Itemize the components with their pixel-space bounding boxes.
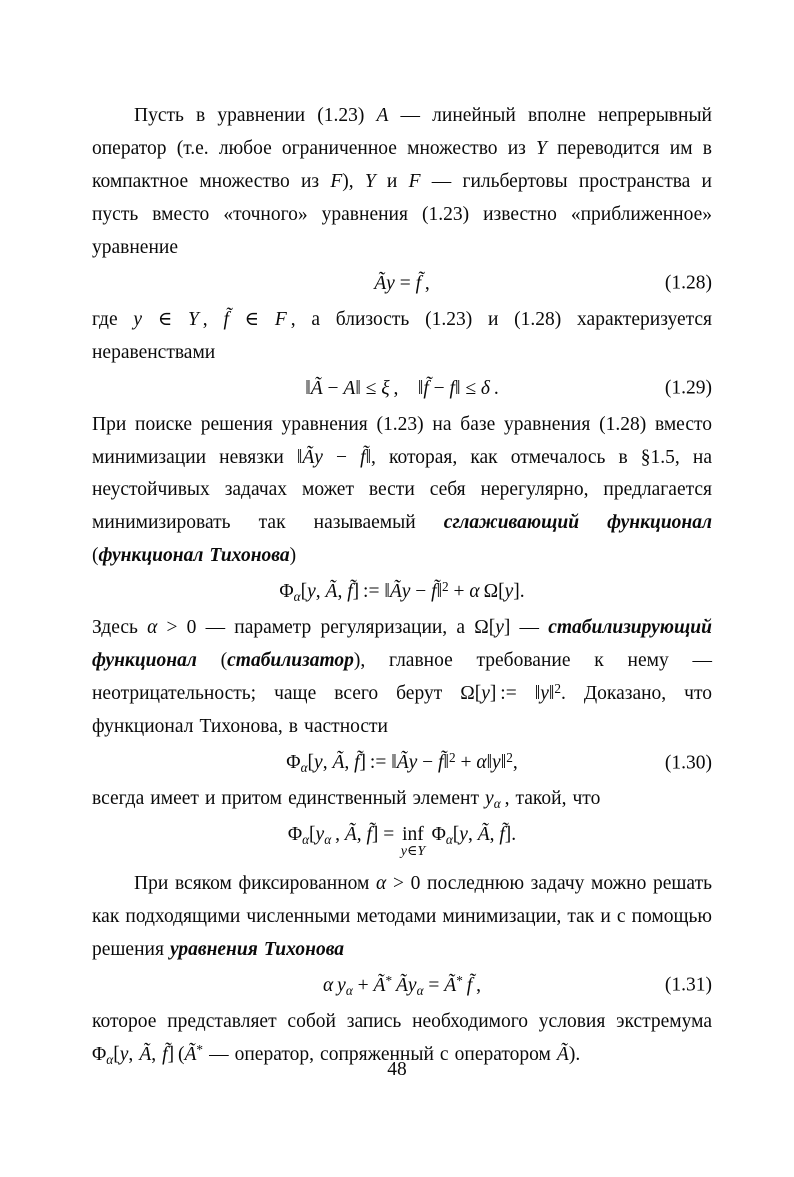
text-run: функционал Тихонова xyxy=(98,545,290,567)
text-run: Ã xyxy=(444,974,457,996)
text-run: . xyxy=(489,377,499,399)
text-run: ), xyxy=(342,170,365,192)
text-run: ] — xyxy=(503,617,549,639)
text-run: α xyxy=(476,752,487,774)
text-run: f̃ xyxy=(462,974,473,996)
text-run: y xyxy=(481,683,490,705)
text-run: — линейный вполне непрерывный оператор (т.е. любое ограниченное множество из xyxy=(92,105,712,159)
text-run: * xyxy=(196,1041,204,1057)
text-run: y xyxy=(133,308,143,330)
text-run: Ã xyxy=(373,974,386,996)
text-run: − xyxy=(322,377,344,399)
text-run: α xyxy=(302,832,310,848)
text-run: [ xyxy=(452,824,460,846)
text-run: Ã xyxy=(477,824,490,846)
text-run: F xyxy=(274,308,287,330)
text-run: [ xyxy=(307,752,315,774)
text-run: Φ xyxy=(286,752,301,774)
equation-number: (1.31) xyxy=(664,974,712,996)
text-run: f̃ xyxy=(366,824,372,846)
text-run: ‖ xyxy=(548,683,555,705)
text-run: > 0 — параметр регуляризации, а Ω[ xyxy=(157,617,496,639)
paragraph-intro xyxy=(92,100,712,265)
text-run: y xyxy=(495,617,504,639)
text-run: стабилизирующий функционал xyxy=(92,617,712,672)
text-run: и xyxy=(375,170,409,192)
text-run: − xyxy=(410,581,432,603)
text-run: ‖ xyxy=(486,752,493,774)
text-run: − xyxy=(322,446,361,468)
text-run: ] := ‖ xyxy=(489,683,541,705)
text-run: α xyxy=(345,983,353,999)
text-run: Ã xyxy=(344,824,357,846)
paragraph-closeness xyxy=(92,304,712,370)
text-run: Ãy xyxy=(396,752,418,774)
text-run: A xyxy=(343,377,356,399)
text-run: — гильбертовы пространства и пусть вместо «точного» уравнения (1.23) известно «приближенное» уравнение xyxy=(92,170,712,258)
text-run: = xyxy=(423,974,445,996)
text-run: α xyxy=(300,760,308,776)
paragraph-smoothing-functional xyxy=(92,409,712,574)
equation-infimum xyxy=(92,819,712,860)
text-run: где xyxy=(92,308,134,330)
text-run: При поиске решения уравнения (1.23) на базе уравнения (1.28) вместо минимизации невязки ‖ xyxy=(92,413,712,468)
text-run: Φ xyxy=(287,824,303,846)
equation-1-30 xyxy=(92,747,712,780)
text-run: [ xyxy=(300,581,308,603)
text-run: α xyxy=(106,1051,114,1067)
text-run: f̃ xyxy=(162,1043,168,1065)
text-run: ‖ xyxy=(436,581,443,603)
paragraph-fixed-alpha xyxy=(92,868,712,967)
text-run: ‖ xyxy=(443,752,449,774)
text-run: f̃ xyxy=(423,377,429,399)
text-run: , xyxy=(331,824,345,846)
text-run: , xyxy=(337,581,348,603)
text-run: Ã xyxy=(325,581,338,603)
text-run: α xyxy=(147,617,158,639)
text-run: y xyxy=(504,581,514,603)
text-run: уравнения Тихонова xyxy=(169,938,345,960)
text-run: F xyxy=(408,170,421,192)
text-run: Y xyxy=(364,170,376,192)
text-run: * xyxy=(456,972,463,988)
equation-1-31 xyxy=(92,970,712,1003)
text-run: При всяком фиксированном xyxy=(134,872,377,894)
text-run: α y xyxy=(323,974,346,996)
text-run: y xyxy=(485,788,494,810)
text-run: ] = xyxy=(371,824,400,846)
text-run: F xyxy=(330,170,343,192)
text-run: всегда имеет и притом единственный элемент xyxy=(92,788,486,810)
text-run: ‖ xyxy=(500,752,507,774)
text-run: , ‖ xyxy=(389,377,424,399)
text-run: y xyxy=(315,824,325,846)
text-run: ]. xyxy=(513,581,525,603)
text-run: Ã xyxy=(139,1043,152,1065)
text-run: сглаживающий функционал xyxy=(443,512,712,534)
equation-tikhonov-functional xyxy=(92,576,712,609)
text-run: α xyxy=(445,832,453,848)
paragraph-unique-element xyxy=(92,783,712,816)
text-run: Ãy xyxy=(392,974,417,996)
text-run: — оператор, сопряженный с оператором xyxy=(203,1043,557,1065)
text-run: , xyxy=(420,272,430,294)
text-run: , xyxy=(489,824,500,846)
text-run: [ xyxy=(113,1043,120,1065)
text-run: f̃ xyxy=(431,581,437,603)
text-run: ) xyxy=(289,545,297,567)
text-run: − xyxy=(428,377,450,399)
page-number: 48 xyxy=(387,1059,407,1081)
equation-body xyxy=(287,824,517,860)
text-run: Пусть в уравнении (1.23) xyxy=(134,105,377,126)
equation-number: (1.28) xyxy=(664,272,712,294)
text-run: Y xyxy=(188,308,199,330)
text-run: = xyxy=(394,272,416,294)
equation-body xyxy=(305,378,499,399)
text-run: ‖ ≤ xyxy=(355,377,382,399)
text-run: ‖ ≤ xyxy=(454,377,481,399)
text-run: + xyxy=(352,974,374,996)
text-run: ] := ‖ xyxy=(352,581,390,603)
text-run: ), главное требование к нему — неотрицательность; чаще всего берут Ω[ xyxy=(92,650,712,705)
text-run: f̃ xyxy=(499,824,505,846)
text-run: f xyxy=(449,377,455,399)
text-run: ∈ xyxy=(142,308,189,330)
text-run: * xyxy=(385,972,393,988)
text-run: , xyxy=(315,581,326,603)
text-run: Ãy xyxy=(302,446,323,468)
text-run: . Доказано, что функционал Тихонова, в частности xyxy=(92,683,712,738)
equation-body xyxy=(286,750,518,776)
text-run: y xyxy=(459,824,468,846)
text-run: , xyxy=(128,1043,140,1065)
text-run: стабилизатор xyxy=(227,650,354,672)
text-run: α xyxy=(493,796,501,812)
text-run: Ω[ xyxy=(479,581,505,603)
text-run: y xyxy=(307,581,316,603)
text-run: ( xyxy=(196,650,228,672)
text-run: ξ xyxy=(381,377,390,399)
text-run: переводится им в компактное множество из xyxy=(92,137,712,192)
equation-number: (1.29) xyxy=(664,377,712,399)
text-run: − xyxy=(417,752,439,774)
text-run: , xyxy=(356,824,367,846)
text-run: , такой, что xyxy=(500,788,601,810)
equation-1-29 xyxy=(92,373,712,406)
text-run: f̃ xyxy=(347,581,353,603)
text-run: > 0 последнюю задачу можно решать как подходящими численными методами минимизации, так и с помощью решения xyxy=(92,872,712,960)
text-run: Y xyxy=(536,137,547,159)
text-run: α xyxy=(293,589,301,605)
text-run: Ã xyxy=(310,377,323,399)
text-run: 2 xyxy=(506,750,513,766)
text-run: δ xyxy=(480,377,490,399)
text-run: Здесь xyxy=(92,617,148,639)
text-run: A xyxy=(376,105,389,126)
text-run: ]. xyxy=(504,824,517,846)
equation-number: (1.30) xyxy=(664,752,712,774)
text-run: Ã xyxy=(332,752,345,774)
text-run: [ xyxy=(309,824,316,846)
equation-1-28 xyxy=(92,268,712,301)
text-run: y xyxy=(540,683,549,705)
text-run: Ã xyxy=(184,1043,197,1065)
text-run: inf y∈Y xyxy=(400,824,426,860)
text-run: Ãy xyxy=(389,581,411,603)
text-run: y xyxy=(119,1043,129,1065)
text-run: + xyxy=(455,752,477,774)
text-run: α xyxy=(416,983,424,999)
text-run: + xyxy=(448,581,470,603)
text-run: y xyxy=(314,752,323,774)
text-run: Φ xyxy=(279,581,294,603)
text-run: f̃ xyxy=(415,272,421,294)
text-run: α xyxy=(324,832,332,848)
text-run: ). xyxy=(568,1043,581,1065)
text-run: , xyxy=(344,752,355,774)
text-run: 2 xyxy=(554,681,561,697)
text-run: f̃ xyxy=(223,308,229,330)
text-run: Ãy xyxy=(374,272,395,294)
text-run: f̃ xyxy=(360,446,366,468)
text-run: ‖ xyxy=(305,377,311,399)
text-run: ] ( xyxy=(167,1043,185,1065)
text-run: , xyxy=(472,974,481,996)
text-run: которое представляет собой запись необходимого условия экстремума Φ xyxy=(92,1010,712,1065)
text-run: f̃ xyxy=(354,752,360,774)
equation-body xyxy=(279,579,525,605)
text-run: , xyxy=(322,752,333,774)
text-run: , xyxy=(467,824,478,846)
text-run: ∈ xyxy=(228,308,275,330)
text-run: f̃ xyxy=(438,752,444,774)
text-run: 2 xyxy=(448,750,456,766)
text-run: y xyxy=(492,752,501,774)
text-run: , xyxy=(151,1043,163,1065)
text-run: Ã xyxy=(556,1043,569,1065)
text-run: α xyxy=(469,581,480,603)
text-run: ] := ‖ xyxy=(359,752,397,774)
equation-body xyxy=(323,972,481,999)
text-run: 2 xyxy=(442,579,449,595)
text-run: , xyxy=(198,308,224,330)
text-run: Φ xyxy=(426,824,446,846)
text-run: ( xyxy=(92,545,99,567)
equation-body xyxy=(374,273,430,294)
paragraph-stabilizer xyxy=(92,612,712,744)
text-run: ‖, которая, как отмечалось в §1.5, на неустойчивых задачах может вести себя нерегулярно, предлагается минимизировать так называемый xyxy=(92,446,712,534)
text-run: , xyxy=(512,752,518,774)
text-run: , а близость (1.23) и (1.28) характеризуется неравенствами xyxy=(92,308,713,363)
text-run: α xyxy=(376,872,387,894)
